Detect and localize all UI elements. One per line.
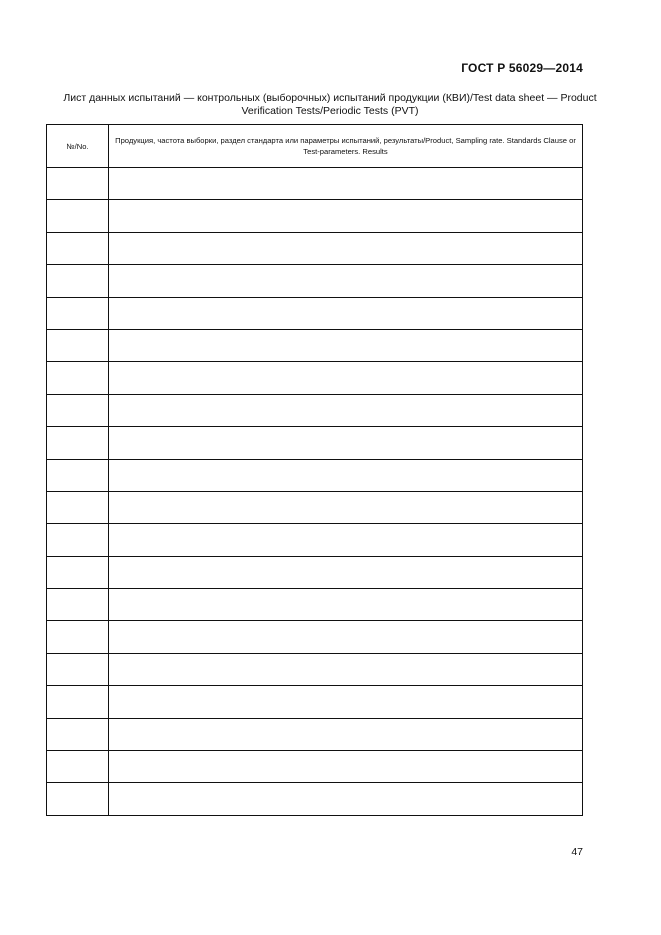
row-number-cell[interactable] <box>47 362 109 394</box>
row-number-cell[interactable] <box>47 427 109 459</box>
row-description-cell[interactable] <box>109 718 583 750</box>
row-number-cell[interactable] <box>47 491 109 523</box>
row-description-cell[interactable] <box>109 427 583 459</box>
table-body <box>47 168 583 816</box>
table-row <box>47 459 583 491</box>
sheet-title: Лист данных испытаний — контрольных (выборочных) испытаний продукции (КВИ)/Test data sheet — Product Verification Tests/Periodic Tests (PVT) <box>63 92 597 117</box>
table-row <box>47 329 583 361</box>
table-row <box>47 427 583 459</box>
row-number-cell[interactable] <box>47 459 109 491</box>
row-description-cell[interactable] <box>109 686 583 718</box>
table-row <box>47 621 583 653</box>
row-description-cell[interactable] <box>109 265 583 297</box>
table-row <box>47 168 583 200</box>
row-number-cell[interactable] <box>47 589 109 621</box>
row-description-cell[interactable] <box>109 232 583 264</box>
column-header-description: Продукция, частота выборки, раздел стандарта или параметры испытаний, результаты/Product, Sampling rate. Standards Clause or Test-parameters. Results <box>109 125 583 168</box>
row-description-cell[interactable] <box>109 200 583 232</box>
row-description-cell[interactable] <box>109 394 583 426</box>
table-row <box>47 556 583 588</box>
row-number-cell[interactable] <box>47 524 109 556</box>
row-number-cell[interactable] <box>47 653 109 685</box>
row-number-cell[interactable] <box>47 394 109 426</box>
row-description-cell[interactable] <box>109 491 583 523</box>
row-number-cell[interactable] <box>47 200 109 232</box>
row-number-cell[interactable] <box>47 232 109 264</box>
table-row <box>47 200 583 232</box>
row-number-cell[interactable] <box>47 751 109 783</box>
table-row <box>47 783 583 815</box>
row-description-cell[interactable] <box>109 556 583 588</box>
table-row <box>47 265 583 297</box>
row-number-cell[interactable] <box>47 556 109 588</box>
table-row <box>47 362 583 394</box>
table-row <box>47 491 583 523</box>
page-number: 47 <box>571 846 583 858</box>
document-code: ГОСТ Р 56029—2014 <box>461 61 583 75</box>
table-row <box>47 751 583 783</box>
row-description-cell[interactable] <box>109 459 583 491</box>
test-data-table <box>46 124 583 816</box>
column-header-number: №/No. <box>47 125 109 168</box>
table-row <box>47 524 583 556</box>
row-description-cell[interactable] <box>109 524 583 556</box>
row-description-cell[interactable] <box>109 621 583 653</box>
row-description-cell[interactable] <box>109 653 583 685</box>
table-row <box>47 589 583 621</box>
table-row <box>47 686 583 718</box>
row-number-cell[interactable] <box>47 783 109 815</box>
row-number-cell[interactable] <box>47 686 109 718</box>
row-description-cell[interactable] <box>109 783 583 815</box>
row-description-cell[interactable] <box>109 168 583 200</box>
table-row <box>47 653 583 685</box>
row-number-cell[interactable] <box>47 265 109 297</box>
row-description-cell[interactable] <box>109 362 583 394</box>
row-description-cell[interactable] <box>109 329 583 361</box>
row-number-cell[interactable] <box>47 621 109 653</box>
table-row <box>47 394 583 426</box>
row-number-cell[interactable] <box>47 168 109 200</box>
table-header-row <box>47 125 583 168</box>
row-number-cell[interactable] <box>47 718 109 750</box>
table-row <box>47 232 583 264</box>
row-number-cell[interactable] <box>47 297 109 329</box>
row-description-cell[interactable] <box>109 589 583 621</box>
row-description-cell[interactable] <box>109 751 583 783</box>
row-description-cell[interactable] <box>109 297 583 329</box>
row-number-cell[interactable] <box>47 329 109 361</box>
table-row <box>47 297 583 329</box>
table-row <box>47 718 583 750</box>
